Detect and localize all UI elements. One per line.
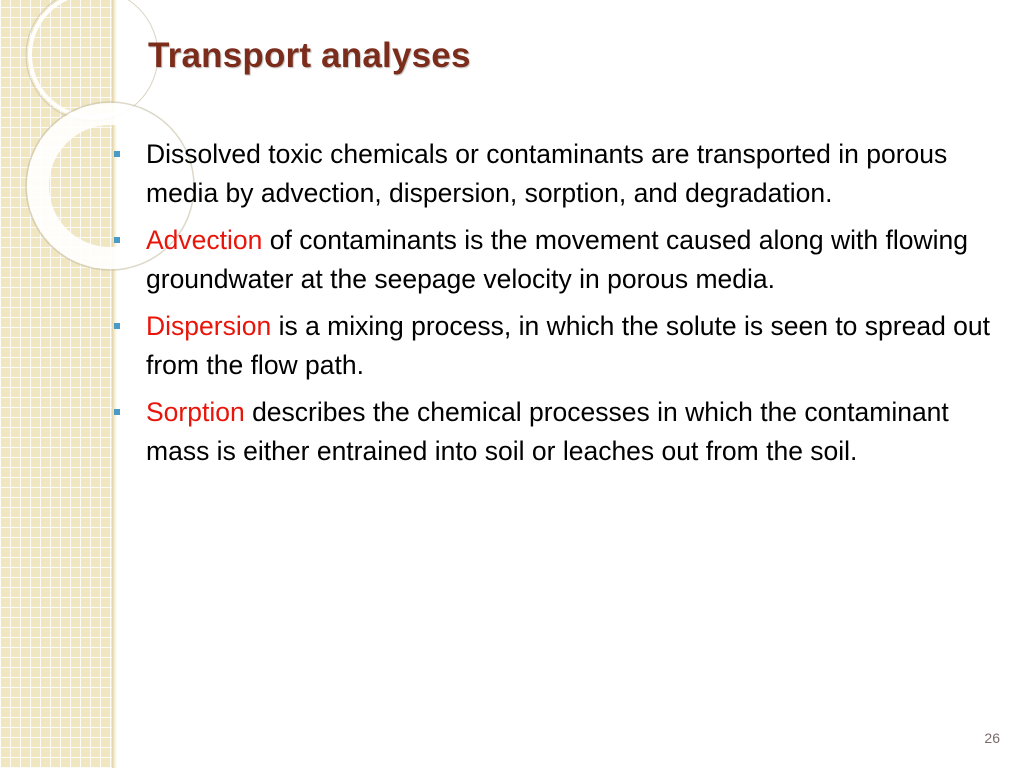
square-bullet-icon bbox=[114, 323, 120, 329]
bullet-item bbox=[146, 307, 1018, 384]
page-number: 26 bbox=[984, 730, 1000, 746]
bullet-item bbox=[146, 135, 1018, 212]
bullet-term: Sorption bbox=[146, 397, 245, 427]
bullet-text: of contaminants is the movement caused along with flowing groundwater at the seepage velocity in porous media. bbox=[146, 225, 968, 294]
bullet-text: describes the chemical processes in which the contaminant mass is either entrained into soil or leaches out from the soil. bbox=[146, 397, 949, 466]
bullet-item bbox=[146, 221, 1018, 298]
square-bullet-icon bbox=[114, 151, 120, 157]
slide-title: Transport analyses bbox=[148, 36, 471, 75]
square-bullet-icon bbox=[114, 237, 120, 243]
square-bullet-icon bbox=[114, 409, 120, 415]
bullet-list bbox=[146, 135, 1018, 479]
bullet-text: is a mixing process, in which the solute is seen to spread out from the flow path. bbox=[146, 311, 991, 380]
bullet-text: Dissolved toxic chemicals or contaminants are transported in porous media by advection, dispersion, sorption, and degradation. bbox=[146, 139, 948, 208]
bullet-term: Advection bbox=[146, 225, 263, 255]
bullet-term: Dispersion bbox=[146, 311, 272, 341]
bullet-item bbox=[146, 393, 1018, 470]
